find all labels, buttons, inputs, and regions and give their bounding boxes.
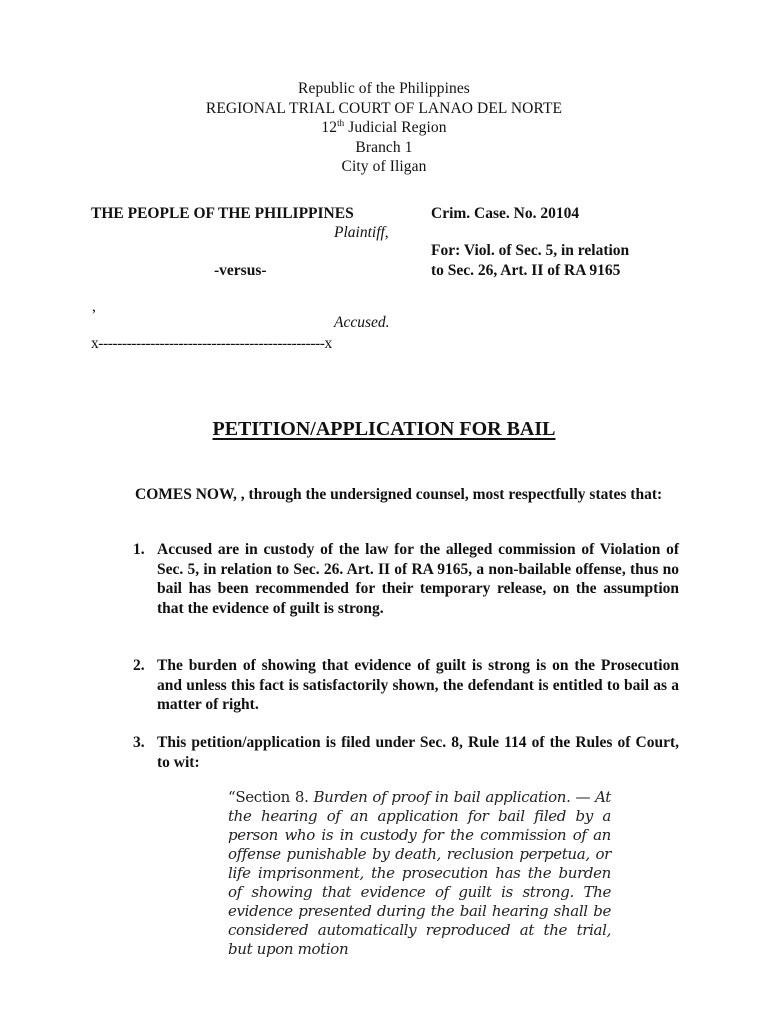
offense-line-1: For: Viol. of Sec. 5, in relation xyxy=(431,242,630,259)
list-item-text: Accused are in custody of the law for the alleged commission of Violation of Sec. 5, in relation to Sec. 26. Art. II of RA 9165, a non-bailable offense, thus no bail has been recommended for their temporary release, on the assumption that the evidence of guilt is strong. xyxy=(157,541,679,617)
list-item-text: This petition/application is filed under Sec. 8, Rule 114 of the Rules of Court, to wit: xyxy=(157,734,679,771)
caption-divider: x------------------------------------------------x xyxy=(91,335,332,352)
header-city: City of Iligan xyxy=(341,158,427,175)
plaintiff-role: Plaintiff, xyxy=(334,224,389,241)
accused-role: Accused. xyxy=(334,314,390,331)
header-region-label: Judicial Region xyxy=(344,119,447,136)
header-region-number: 12 xyxy=(321,119,338,136)
quote-section-label: “Section 8. xyxy=(228,788,309,806)
court-header xyxy=(0,79,768,177)
list-item-number: 3. xyxy=(133,734,145,751)
versus-label: -versus- xyxy=(214,262,267,279)
plaintiff-name: THE PEOPLE OF THE PHILIPPINES xyxy=(91,205,354,222)
case-number: Crim. Case. No. 20104 xyxy=(431,205,580,222)
header-court: REGIONAL TRIAL COURT OF LANAO DEL NORTE xyxy=(205,99,563,117)
quote-body: Burden of proof in bail application. — At the hearing of an application for bail filed by a person who is in custody for the commission of an offense punishable by death, reclusion perpetua, or life imprisonment, the prosecution has the burden of showing that evidence of guilt is strong. The evidence presented during the bail hearing shall be considered automatically reproduced at the trial, but upon motion xyxy=(228,788,611,958)
list-item-number: 2. xyxy=(133,657,145,674)
header-branch: Branch 1 xyxy=(355,138,413,156)
header-region-suffix: th xyxy=(337,118,345,128)
document-title: PETITION/APPLICATION FOR BAIL xyxy=(212,418,556,440)
header-republic: Republic of the Philippines xyxy=(298,80,470,97)
intro-paragraph: COMES NOW, , through the undersigned counsel, most respectfully states that: xyxy=(135,486,663,503)
header-region xyxy=(0,118,768,138)
accused-name: , xyxy=(92,298,96,315)
list-item xyxy=(133,540,679,618)
list-item-number: 1. xyxy=(133,541,145,558)
quoted-rule xyxy=(228,788,611,959)
list-item xyxy=(133,656,679,715)
list-item xyxy=(133,733,679,772)
offense-line-2: to Sec. 26, Art. II of RA 9165 xyxy=(431,262,621,279)
list-item-text: The burden of showing that evidence of guilt is strong is on the Prosecution and unless this fact is satisfactorily shown, the defendant is entitled to bail as a matter of right. xyxy=(157,657,679,713)
